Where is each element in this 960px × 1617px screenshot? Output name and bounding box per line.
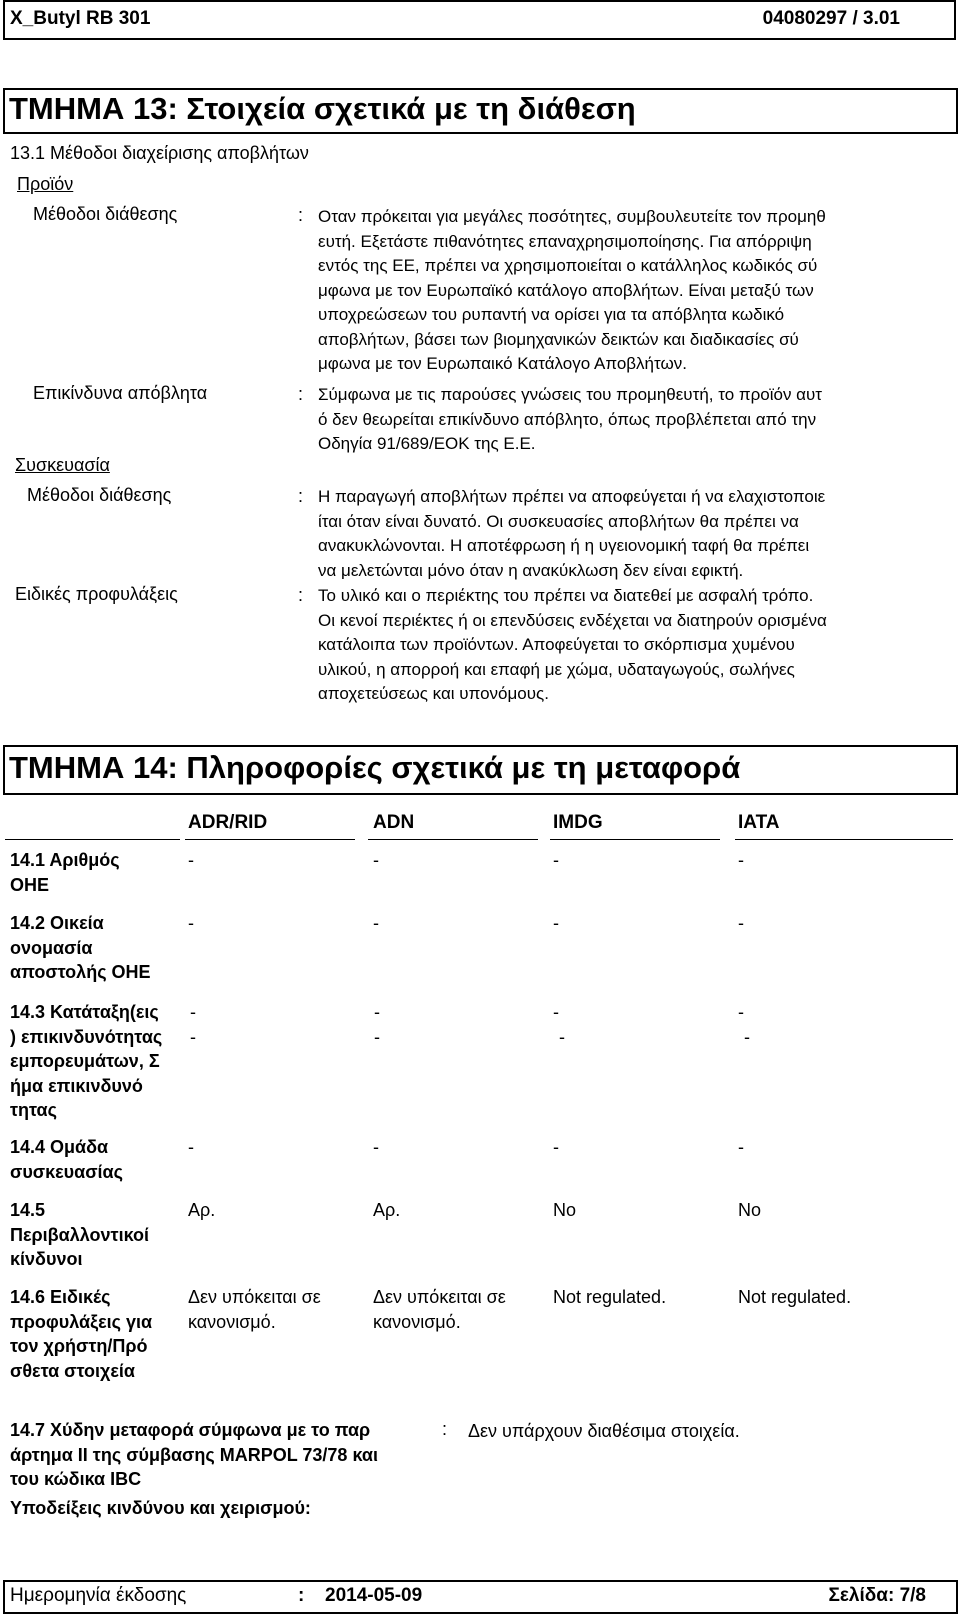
table-cell: - - [738, 1002, 750, 1047]
field-label: Μέθοδοι διάθεσης [33, 204, 178, 224]
table-row-label: 14.6 Ειδικές προφυλάξεις για τον χρήστη/Πρό σθετα στοιχεία [10, 1287, 153, 1381]
table-cell: - [738, 850, 744, 870]
field-label: Ειδικές προφυλάξεις [15, 584, 178, 604]
field-value-special-precautions: Το υλικό και ο περιέκτης του πρέπει να διατεθεί με ασφαλή τρόπο. Οι κενοί περιέκτες ή οι επενδύσεις ενδέχεται να διατηρούν ορισμένα κατάλοιπα των προϊόντων. Αποφεύγεται το σκόρπισμα χυμένου υλικού, η απορροή και επαφή με χώμα, υδαταγωγούς, σωλήνες αποχετεύσεως και υπονόμους. [318, 586, 827, 703]
table-cell: Δεν υπόκειται σε κανονισμό. [188, 1287, 321, 1332]
field-colon: : [442, 1419, 448, 1439]
table-row-label: 14.2 Οικεία ονομασία αποστολής ΟΗΕ [10, 913, 151, 982]
field-value-disposal-product: Οταν πρόκειται για μεγάλες ποσότητες, συμβουλευτείτε τον προμηθ ευτή. Εξετάστε πιθανότητες επαναχρησιμοποίησης. Για απόρριψη εντός της ΕΕ, πρέπει να χρησιμοποιείται ο κατάλληλος κωδικός σύ μφωνα με τον Ευρωπαϊκό κατάλογο αποβλήτων. Είναι μεταξύ των υποχρεώσεων του ρυπαντή να ορίσει για τα απόβλητα κωδικό αποβλήτων, βάσει των βιομηχανικών δεικτών και διαδικασίες σύ μφωνα με τον Ευρωπαικό Κατάλογο Αποβλήτων. [318, 207, 826, 373]
table-cell: Αρ. [188, 1200, 216, 1220]
hazard-handling-hints: Υποδείξεις κινδύνου και χειρισμού: [10, 1498, 311, 1518]
document-code: 04080297 / 3.01 [762, 8, 900, 29]
subsection-13-1: 13.1 Μέθοδοι διαχείρισης αποβλήτων [10, 143, 309, 163]
table-cell: Αρ. [373, 1200, 401, 1220]
field-colon: : [298, 205, 304, 225]
table-cell: - [373, 850, 379, 870]
table-row-label: 14.4 Ομάδα συσκευασίας [10, 1137, 123, 1182]
column-header-iata: IATA [738, 812, 780, 833]
field-label: Μέθοδοι διάθεσης [27, 485, 172, 505]
field-colon: : [298, 486, 304, 506]
marpol-value: Δεν υπάρχουν διαθέσιμα στοιχεία. [468, 1421, 740, 1441]
table-cell: - [188, 1137, 194, 1157]
table-row-label: 14.5 Περιβαλλοντικοί κίνδυνοι [10, 1200, 150, 1269]
marpol-label: 14.7 Χύδην μεταφορά σύμφωνα με το παρ άρτημα II της σύμβασης MARPOL 73/78 και του κώδικα IBC [10, 1420, 378, 1489]
field-value-hazardous-waste: Σύμφωνα με τις παρούσες γνώσεις του προμηθευτή, το προϊόν αυτ ό δεν θεωρείται επικίνδυνο απόβλητο, όπως προβλέπεται από την Οδηγία 91/689/ΕΟΚ της Ε.Ε. [318, 385, 823, 453]
table-row-label: 14.1 Αριθμός ΟΗΕ [10, 850, 120, 895]
column-header-imdg: IMDG [553, 812, 603, 833]
field-colon: : [298, 585, 304, 605]
table-cell: Not regulated. [738, 1287, 852, 1307]
field-colon: : [298, 384, 304, 404]
table-cell: No [738, 1200, 762, 1220]
table-cell: - - [553, 1002, 565, 1047]
packaging-heading: Συσκευασία [15, 455, 110, 475]
product-heading: Προϊόν [17, 174, 74, 194]
table-cell: - [553, 913, 559, 933]
section-14-title: ΤΜΗΜΑ 14: Πληροφορίες σχετικά με τη μεταφορά [9, 750, 741, 785]
issue-date-label: Ημερομηνία έκδοσης [10, 1585, 187, 1606]
table-cell: - [188, 913, 194, 933]
product-name: X_Butyl RB 301 [10, 8, 151, 29]
table-cell: - [373, 1137, 379, 1157]
table-cell: - - [190, 1002, 196, 1047]
page-number: Σελίδα: 7/8 [828, 1585, 926, 1606]
field-value-disposal-packaging: Η παραγωγή αποβλήτων πρέπει να αποφεύγεται ή να ελαχιστοποιε ίται όταν είναι δυνατό. Οι συσκευασίες αποβλήτων θα πρέπει να ανακυκλώνονται. Η αποτέφρωση ή η υγειονομική ταφή θα πρέπει να μελετώνται μόνο όταν η ανακύκλωση δεν είναι εφικτή. [318, 487, 826, 580]
table-cell: - [553, 1137, 559, 1157]
table-cell: - [373, 913, 379, 933]
table-cell: - - [374, 1002, 380, 1047]
column-header-adr-rid: ADR/RID [188, 812, 268, 833]
table-row-label: 14.3 Κατάταξη(εις ) επικινδυνότητας εμπορευμάτων, Σ ήμα επικινδυνό τητας [10, 1002, 163, 1120]
table-cell: - [188, 850, 194, 870]
section-13-title: ΤΜΗΜΑ 13: Στοιχεία σχετικά με τη διάθεση [9, 91, 636, 126]
footer-colon: : [298, 1585, 305, 1606]
table-cell: - [738, 1137, 744, 1157]
table-cell: - [738, 913, 744, 933]
table-cell: - [553, 850, 559, 870]
table-cell: Δεν υπόκειται σε κανονισμό. [373, 1287, 506, 1332]
issue-date: 2014-05-09 [325, 1585, 423, 1606]
column-header-adn: ADN [373, 812, 415, 833]
field-label: Επικίνδυνα απόβλητα [33, 383, 208, 403]
table-cell: No [553, 1200, 577, 1220]
table-cell: Not regulated. [553, 1287, 667, 1307]
